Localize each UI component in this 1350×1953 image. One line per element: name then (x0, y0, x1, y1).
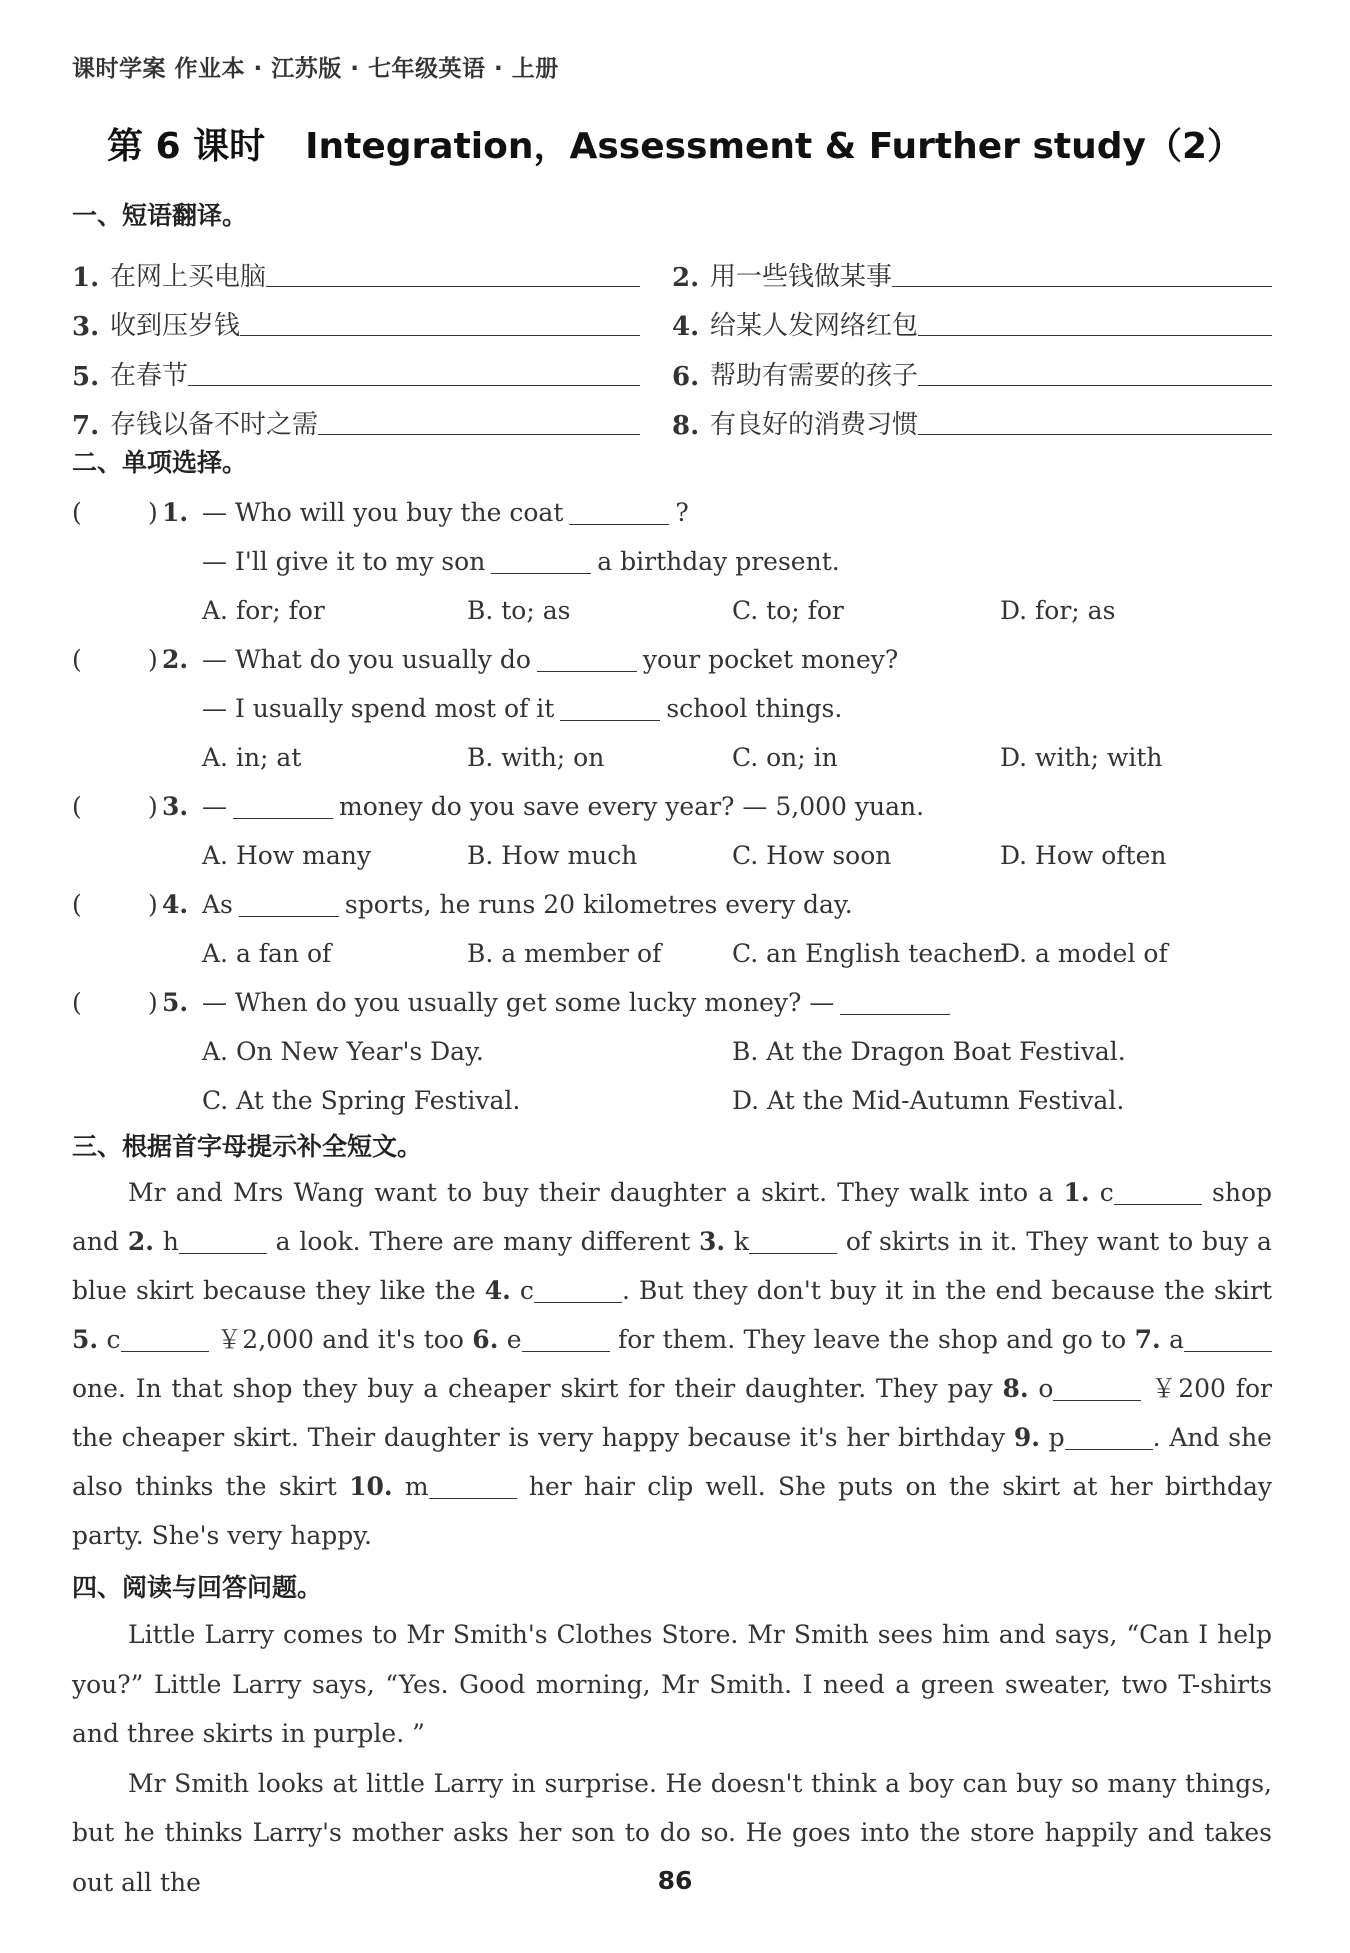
cloze-blank[interactable] (1065, 1419, 1153, 1450)
answer-line[interactable] (318, 410, 640, 435)
phrase-item: 5. 在春节 (72, 342, 672, 392)
option-a[interactable]: A. a fan of (202, 939, 332, 968)
phrase-item: 7. 存钱以备不时之需 (72, 392, 672, 442)
answer-blank[interactable] (840, 984, 950, 1015)
option-b[interactable]: B. At the Dragon Boat Festival. (732, 1037, 1126, 1066)
phrase-item: 4. 给某人发网络红包 (672, 293, 1272, 343)
option-c[interactable]: C. an English teacher (732, 939, 1005, 968)
answer-line[interactable] (266, 262, 640, 287)
phrase-text: 用一些钱做某事 (710, 261, 893, 292)
question-number: 1. (162, 498, 189, 527)
options-row (72, 586, 1282, 635)
blank-number: 4. (484, 1276, 511, 1305)
question-text: — (202, 792, 227, 821)
cloze-blank[interactable] (121, 1321, 209, 1352)
answer-paren-close: ) (148, 792, 158, 821)
cloze-blank[interactable] (429, 1468, 517, 1499)
phrase-row (72, 293, 1272, 343)
cloze-blank[interactable] (179, 1223, 267, 1254)
blank-number: 2. (127, 1227, 154, 1256)
running-head: 课时学案 作业本 · 江苏版 · 七年级英语 · 上册 (72, 56, 559, 82)
options-row (72, 831, 1282, 880)
phrase-item: 8. 有良好的消费习惯 (672, 392, 1272, 442)
question-2: ( ) 2. — What do you usually do your pocket money? — I usually spend most of it school things. A. in; at B. with; on C. on; in D. with; with (72, 635, 1282, 782)
question-text: — I'll give it to my son (202, 547, 486, 576)
option-c[interactable]: C. How soon (732, 841, 892, 870)
question-text: — Who will you buy the coat (202, 498, 564, 527)
answer-paren-open: ( (72, 645, 82, 674)
question-1: ( ) 1. — Who will you buy the coat ? — I'll give it to my son a birthday present. A. for; for B. to; as C. to; for D. for; as (72, 488, 1282, 635)
question-text: — When do you usually get some lucky money? — (202, 988, 835, 1017)
answer-line[interactable] (918, 410, 1272, 435)
options-row (72, 733, 1282, 782)
lesson-title (0, 118, 1350, 169)
cloze-blank[interactable] (522, 1321, 610, 1352)
question-text: — What do you usually do (202, 645, 531, 674)
answer-line[interactable] (892, 262, 1272, 287)
section-heading-cloze: 三、根据首字母提示补全短文。 (72, 1132, 423, 1161)
option-d[interactable]: D. a model of (1000, 939, 1168, 968)
options-row (72, 1076, 1282, 1125)
lesson-number: 第 6 课时 (107, 126, 266, 167)
blank-number: 7. (1134, 1325, 1161, 1354)
phrase-text: 给某人发网络红包 (710, 311, 919, 341)
answer-blank[interactable] (560, 690, 660, 721)
answer-paren-close: ) (148, 890, 158, 919)
option-c[interactable]: C. At the Spring Festival. (202, 1086, 521, 1115)
blank-number: 8. (1002, 1374, 1029, 1403)
answer-paren-close: ) (148, 645, 158, 674)
section-heading-multiple-choice: 二、单项选择。 (72, 448, 248, 477)
phrase-text: 收到压岁钱 (110, 311, 241, 341)
option-d[interactable]: D. for; as (1000, 596, 1116, 625)
question-text: As (202, 890, 233, 919)
option-c[interactable]: C. on; in (732, 743, 838, 772)
phrase-item: 1. 在网上买电脑 (72, 243, 672, 293)
reading-paragraph: Little Larry comes to Mr Smith's Clothes Store. Mr Smith sees him and says, “Can I help you?” Little Larry says, “Yes. Good morning, Mr Smith. I need a green sweater, two T-shirts and three skirts in purple. ” (72, 1620, 1272, 1748)
phrase-text: 存钱以备不时之需 (110, 410, 319, 440)
cloze-passage: Mr and Mrs Wang want to buy their daughter a skirt. They walk into a 1. c shop and 2. h a look. There are many different 3. k of skirts in it. They want to buy a blue skirt because they like the 4. c . But they don't buy it in the end because the skirt 5. c ￥2,000 and it's too 6. e for them. They leave the shop and go to 7. a one. In that shop they buy a cheaper skirt for their daughter. They pay 8. o ￥200 for the cheaper skirt. Their daughter is very happy because it's her birthday 9. p . And she also thinks the skirt 10. m her hair clip well. She puts on the skirt at her birthday party. She's very happy. (72, 1168, 1272, 1560)
blank-number: 6. (472, 1325, 499, 1354)
option-c[interactable]: C. to; for (732, 596, 844, 625)
options-row (72, 929, 1282, 978)
option-b[interactable]: B. a member of (467, 939, 662, 968)
option-a[interactable]: A. for; for (202, 596, 325, 625)
phrase-text: 帮助有需要的孩子 (710, 360, 919, 391)
question-number: 2. (162, 645, 189, 674)
phrase-row (72, 342, 1272, 392)
question-4: ( ) 4. As sports, he runs 20 kilometres every day. A. a fan of B. a member of C. an English teacher D. a model of (72, 880, 1282, 978)
phrase-item: 3. 收到压岁钱 (72, 293, 672, 343)
blank-number: 10. (349, 1472, 393, 1501)
options-row (72, 1027, 1282, 1076)
option-d[interactable]: D. How often (1000, 841, 1167, 870)
answer-line[interactable] (188, 361, 640, 386)
cloze-blank[interactable] (1114, 1174, 1202, 1205)
question-number: 3. (162, 792, 189, 821)
phrase-item: 2. 用一些钱做某事 (672, 243, 1272, 293)
answer-paren-open: ( (72, 988, 82, 1017)
answer-line[interactable] (918, 311, 1272, 336)
section-heading-reading: 四、阅读与回答问题。 (72, 1573, 323, 1602)
blank-number: 1. (1063, 1178, 1090, 1207)
cloze-blank[interactable] (1184, 1321, 1272, 1352)
question-3: ( ) 3. — money do you save every year? — 5,000 yuan. A. How many B. How much C. How soon D. How often (72, 782, 1282, 880)
cloze-blank[interactable] (749, 1223, 837, 1254)
answer-blank[interactable] (537, 641, 637, 672)
phrase-text: 在春节 (110, 360, 189, 391)
phrase-item: 6. 帮助有需要的孩子 (672, 342, 1272, 392)
phrase-row (72, 243, 1272, 293)
page-number: 86 (657, 1866, 693, 1895)
answer-blank[interactable] (233, 788, 333, 819)
phrase-row (72, 392, 1272, 442)
phrase-text: 在网上买电脑 (110, 261, 267, 292)
answer-paren-open: ( (72, 890, 82, 919)
option-a[interactable]: A. in; at (202, 743, 302, 772)
section-heading-translation: 一、短语翻译。 (72, 201, 248, 230)
answer-paren-open: ( (72, 792, 82, 821)
answer-blank[interactable] (239, 886, 339, 917)
blank-number: 5. (72, 1325, 99, 1354)
option-b[interactable]: B. to; as (467, 596, 571, 625)
option-b[interactable]: B. How much (467, 841, 638, 870)
option-d[interactable]: D. with; with (1000, 743, 1163, 772)
blank-number: 3. (698, 1227, 726, 1256)
question-text: — I usually spend most of it (202, 694, 555, 723)
answer-blank[interactable] (569, 494, 669, 525)
cloze-blank[interactable] (1053, 1370, 1141, 1401)
option-b[interactable]: B. with; on (467, 743, 605, 772)
answer-paren-open: ( (72, 498, 82, 527)
phrase-text: 有良好的消费习惯 (710, 410, 919, 440)
answer-line[interactable] (240, 311, 640, 336)
answer-paren-close: ) (148, 988, 158, 1017)
question-number: 4. (162, 890, 189, 919)
phrase-translation-list (72, 243, 1272, 441)
option-a[interactable]: A. On New Year's Day. (202, 1037, 484, 1066)
question-5 (72, 978, 1282, 1125)
multiple-choice-list (72, 488, 1282, 1125)
option-d[interactable]: D. At the Mid-Autumn Festival. (732, 1086, 1125, 1115)
reading-paragraph: Mr Smith looks at little Larry in surprise. He doesn't think a boy can buy so many things, but he thinks Larry's mother asks her son to do so. He goes into the store happily and takes out all the (72, 1768, 1272, 1897)
answer-blank[interactable] (491, 543, 591, 574)
reading-passage (72, 1610, 1272, 1907)
cloze-blank[interactable] (534, 1272, 622, 1303)
blank-number: 9. (1013, 1423, 1040, 1452)
answer-line[interactable] (918, 361, 1272, 386)
answer-paren-close: ) (148, 498, 158, 527)
lesson-topic: Integration，Assessment & Further study（2） (305, 126, 1243, 167)
question-number: 5. (162, 988, 189, 1017)
option-a[interactable]: A. How many (202, 841, 371, 870)
